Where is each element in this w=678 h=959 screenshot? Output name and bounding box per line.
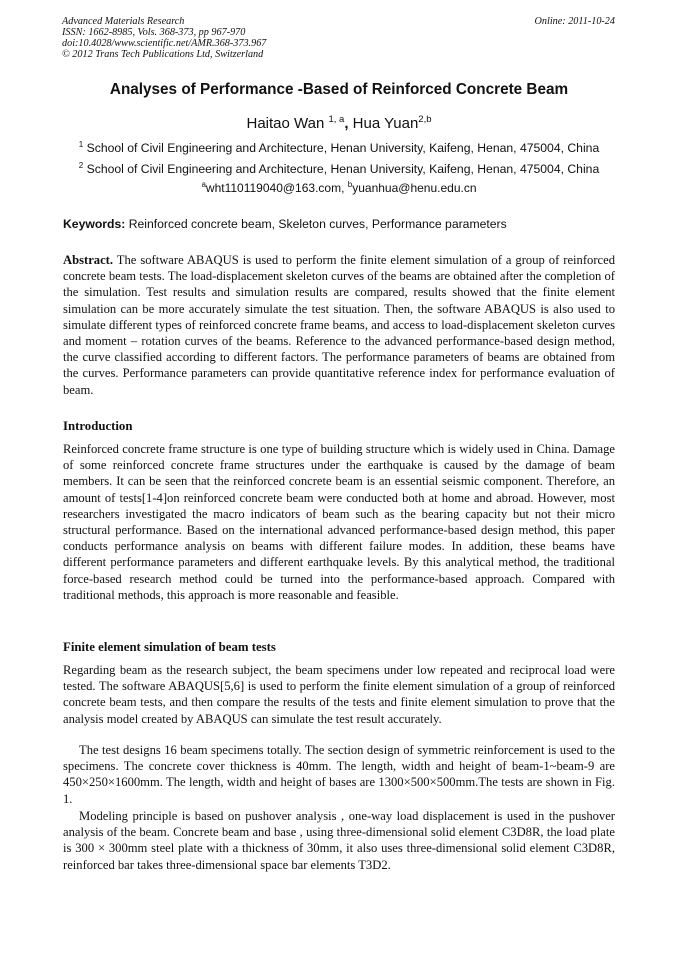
fe-paragraph-3: Modeling principle is based on pushover analysis , one-way load displacement is used in the pushover analysis of the beam. Concrete beam and base , using three-dimensional solid element C3D8R, the load plate is 300 × 300mm steel plate with a thickness of 30mm, it also uses three-dimensional solid element C3D8R, reinforced bar takes three-dimensional space bar elements T3D2.: [63, 809, 615, 872]
abstract-text: The software ABAQUS is used to perform the finite element simulation of a group of reinforced concrete beam tests. The load-displacement skeleton curves of the beams are obtained after the completion of the simulation. Test results and simulation results are compared, results showed that the finite element simulation can be more accurately simulate the test situation. Then, the software ABAQUS is also used to simulate different types of reinforced concrete frame beams, and access to load-displacement skeleton curves and moment – rotation curves of the beams. Reference to the advanced performance-based design method, the curve classified according to different factors. The performance parameters of beams are obtained from the curves. Performance parameters can provide quantitative reference index for performance evaluation of beam.: [63, 253, 615, 397]
affiliation-2-text: School of Civil Engineering and Architecture, Henan University, Kaifeng, Henan, 475004, China: [86, 162, 600, 177]
affiliation-1-text: School of Civil Engineering and Architecture, Henan University, Kaifeng, Henan, 475004, China: [86, 141, 600, 156]
author-line: [0, 114, 678, 132]
introduction-heading: Introduction: [63, 419, 133, 433]
email-b[interactable]: yuanhua@henu.edu.cn: [352, 181, 477, 195]
author-1-sup: 1, a: [328, 114, 345, 125]
email-line: [0, 180, 678, 195]
fe-paragraph-2: The test designs 16 beam specimens totally. The section design of symmetric reinforcement is used to the specimens. The concrete cover thickness is 40mm. The length, width and height of beam-1~beam-9 are 450×250×1600mm. The length, width and height of bases are 1300×500×500mm.The tests are shown in Fig. 1.: [63, 743, 615, 806]
affiliation-1-num: 1: [78, 140, 84, 149]
abstract-label: Abstract.: [63, 253, 114, 267]
online-date: Online: 2011-10-24: [534, 16, 615, 27]
copyright-line: © 2012 Trans Tech Publications Ltd, Switzerland: [62, 49, 264, 60]
affiliation-1: [0, 140, 678, 155]
affiliation-2-num: 2: [78, 161, 84, 170]
author-separator: ,: [344, 115, 353, 132]
abstract-paragraph: [63, 252, 615, 398]
journal-name: Advanced Materials Research: [62, 16, 185, 27]
email-a-sup: a: [201, 180, 206, 189]
introduction-paragraph: Reinforced concrete frame structure is one type of building structure which is widely used in China. Damage of some reinforced concrete frame structures under the earthquake is caused by the damage of beam members. It can be seen that the reinforced concrete beam is an essential seismic component. Therefore, an amount of tests[1-4]on reinforced concrete beam were conducted both at home and abroad. However, most researchers investigated the macro indicators of beam such as the bearing capacity but not their micro structural performance. Based on the international advanced performance-based design method, this paper conducts performance analysis on beams with different failure modes. In addition, these beams have different performance parameters and different earthquake levels. By this analytical method, the traditional force-based research method could be turned into the performance-based approach. Compared with traditional methods, this approach is more reasonable and feasible.: [63, 442, 615, 602]
doi-line[interactable]: doi:10.4028/www.scientific.net/AMR.368-373.967: [62, 38, 267, 49]
email-a[interactable]: wht110119040@163.com,: [205, 181, 348, 195]
keywords-label: Keywords:: [63, 217, 126, 231]
fe-section-heading: Finite element simulation of beam tests: [63, 640, 276, 654]
paper-title: Analyses of Performance -Based of Reinforced Concrete Beam: [109, 81, 569, 98]
affiliation-2: [0, 161, 678, 176]
author-2-name: Hua Yuan: [352, 115, 419, 132]
fe-paragraph-1: Regarding beam as the research subject, the beam specimens under low repeated and reciprocal load were tested. The software ABAQUS[5,6] is used to perform the finite element simulation of a group of reinforced concrete beam tests, and then compare the results of the tests and finite element simulation to prove that the analysis model created by ABAQUS can simulate the test result accurately.: [63, 663, 615, 726]
author-1-name: Haitao Wan: [246, 115, 325, 132]
journal-meta: [62, 16, 266, 60]
keywords: [63, 217, 507, 231]
keywords-text: Reinforced concrete beam, Skeleton curves, Performance parameters: [125, 217, 507, 231]
email-b-sup: b: [347, 180, 353, 189]
author-2-sup: 2,b: [418, 114, 432, 125]
issn-line: ISSN: 1662-8985, Vols. 368-373, pp 967-970: [62, 27, 246, 38]
